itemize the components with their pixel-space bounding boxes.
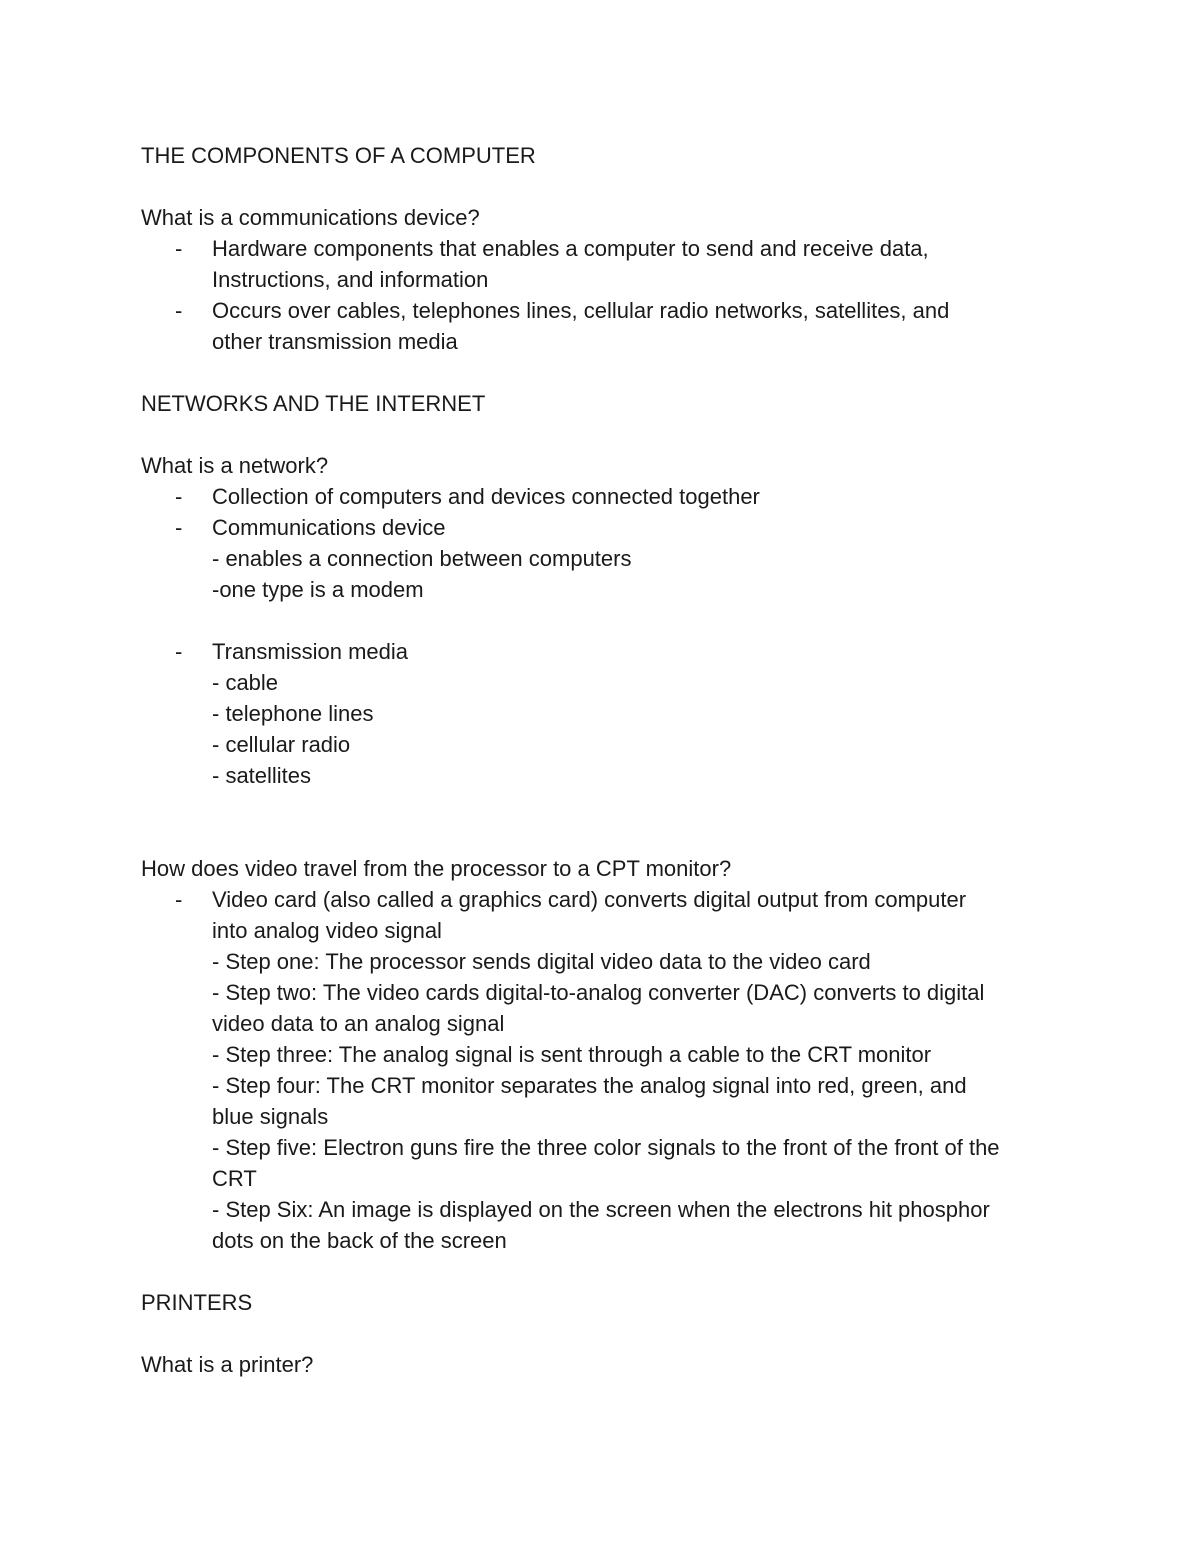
section-heading: THE COMPONENTS OF A COMPUTER — [141, 143, 536, 168]
spacer — [141, 605, 1071, 636]
bullet-dash: - — [175, 236, 183, 261]
bullet-text: Transmission media — [212, 639, 409, 664]
sub-item: - Step three: The analog signal is sent through a cable to the CRT monitor — [212, 1042, 932, 1067]
section-heading: PRINTERS — [141, 1290, 253, 1315]
bullet-item — [141, 233, 1071, 295]
bullet-item — [141, 481, 1071, 512]
sub-item: video data to an analog signal — [212, 1011, 505, 1036]
bullet-item — [141, 512, 1071, 543]
section-question: How does video travel from the processor to a CPT monitor? — [141, 856, 732, 881]
bullet-text: Hardware components that enables a computer to send and receive data, — [212, 236, 929, 261]
sub-item: - enables a connection between computers — [212, 546, 632, 571]
sub-item: - Step five: Electron guns fire the three color signals to the front of the front of the — [212, 1135, 1000, 1160]
sub-item: -one type is a modem — [212, 577, 424, 602]
spacer — [141, 822, 1071, 853]
spacer — [141, 357, 1071, 388]
bullet-text: Video card (also called a graphics card) converts digital output from computer — [212, 887, 967, 912]
sub-item: dots on the back of the screen — [212, 1228, 507, 1253]
bullet-dash: - — [175, 515, 183, 540]
spacer — [141, 791, 1071, 822]
bullet-item — [141, 295, 1071, 357]
spacer — [141, 1256, 1071, 1287]
sub-item: - cellular radio — [212, 732, 351, 757]
spacer — [141, 171, 1071, 202]
spacer — [141, 1318, 1071, 1349]
bullet-text: Occurs over cables, telephones lines, cellular radio networks, satellites, and — [212, 298, 950, 323]
bullet-dash: - — [175, 887, 183, 912]
document-body — [141, 140, 1071, 1380]
section-question: What is a network? — [141, 453, 329, 478]
bullet-dash: - — [175, 639, 183, 664]
sub-item: - Step one: The processor sends digital video data to the video card — [212, 949, 871, 974]
bullet-text: Collection of computers and devices connected together — [212, 484, 760, 509]
sub-item: - Step four: The CRT monitor separates the analog signal into red, green, and — [212, 1073, 967, 1098]
bullet-item — [141, 636, 1071, 667]
bullet-item — [141, 884, 1071, 946]
sub-item: blue signals — [212, 1104, 329, 1129]
sub-item: CRT — [212, 1166, 257, 1191]
bullet-dash: - — [175, 298, 183, 323]
bullet-text: Instructions, and information — [212, 267, 489, 292]
sub-item: - Step Six: An image is displayed on the screen when the electrons hit phosphor — [212, 1197, 990, 1222]
sub-item: - telephone lines — [212, 701, 374, 726]
bullet-text: other transmission media — [212, 329, 458, 354]
bullet-dash: - — [175, 484, 183, 509]
spacer — [141, 419, 1071, 450]
sub-item: - satellites — [212, 763, 312, 788]
bullet-text: Communications device — [212, 515, 446, 540]
section-question: What is a printer? — [141, 1352, 314, 1377]
sub-item: - cable — [212, 670, 279, 695]
section-question: What is a communications device? — [141, 205, 480, 230]
sub-item: - Step two: The video cards digital-to-analog converter (DAC) converts to digital — [212, 980, 985, 1005]
bullet-text: into analog video signal — [212, 918, 442, 943]
section-heading: NETWORKS AND THE INTERNET — [141, 391, 486, 416]
